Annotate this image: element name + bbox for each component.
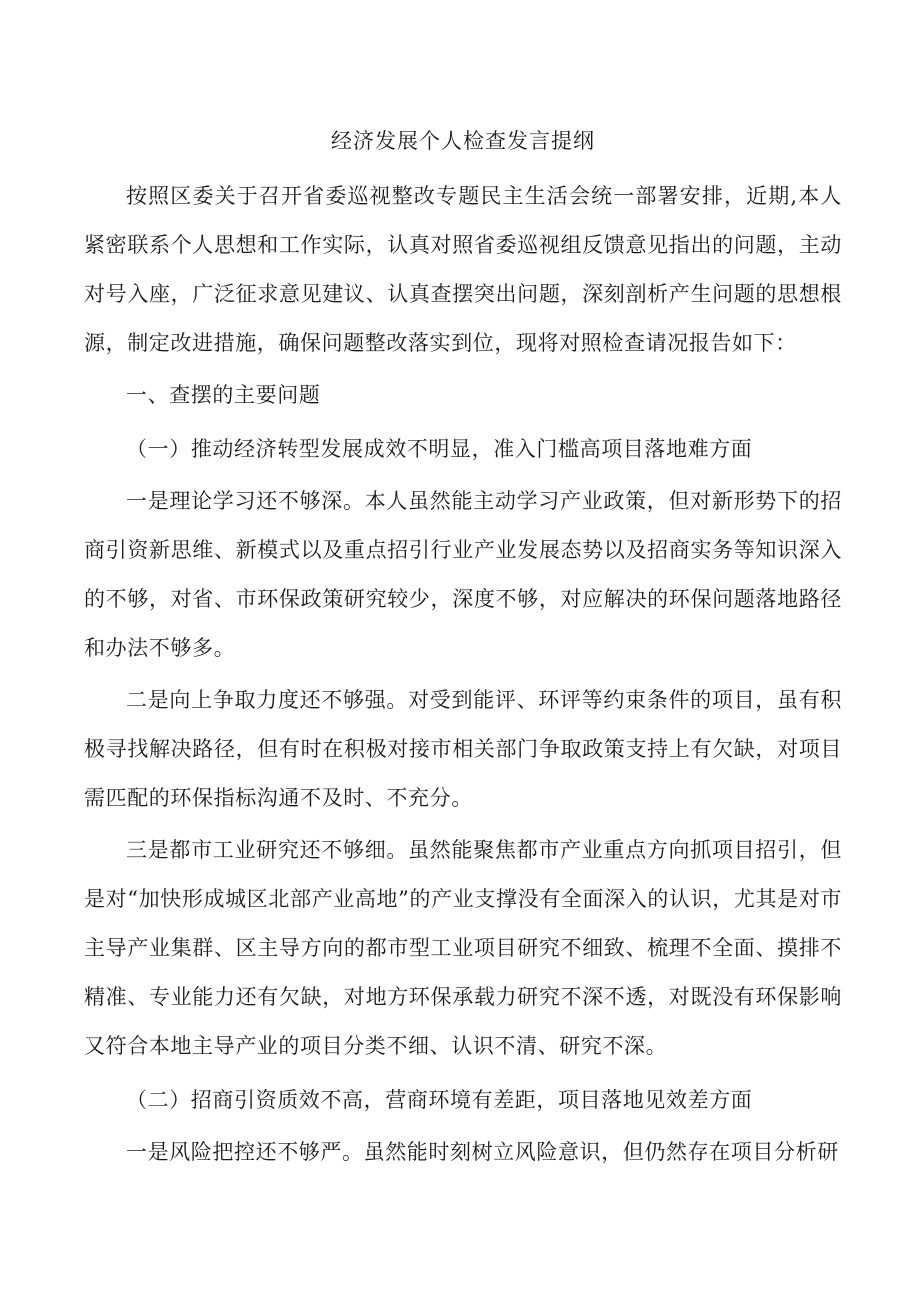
subsection-heading-2: （二）招商引资质效不高，营商环境有差距，项目落地见效差方面 <box>126 1088 753 1112</box>
subsection-heading-1: （一）推动经济转型发展成效不明显，准入门槛高项目落地难方面 <box>126 437 753 461</box>
document-page <box>84 118 842 1177</box>
section-heading-problems: 一、查摆的主要问题 <box>126 383 321 407</box>
intro-paragraph: 按照区委关于召开省委巡视整改专题民主生活会统一部署安排，近期,本人紧密联系个人思想和工作实际，认真对照省委巡视组反馈意见指出的问题，主动对号入座，广泛征求意见建议、认真查摆突出问题，深刻剖析产生问题的思想根源，制定改进措施，确保问题整改落实到位，现将对照检查请况报告如下： <box>84 184 842 355</box>
paragraph-upward-effort: 二是向上争取力度还不够强。对受到能评、环评等约束条件的项目，虽有积极寻找解决路径，但有时在积极对接市相关部门争取政策支持上有欠缺，对项目需匹配的环保指标沟通不及时、不充分。 <box>84 688 842 810</box>
document-title: 经济发展个人检查发言提纲 <box>331 129 595 153</box>
paragraph-risk-control: 一是风险把控还不够严。虽然能时刻树立风险意识，但仍然存在项目分析研 <box>126 1140 839 1164</box>
paragraph-urban-industry: 三是都市工业研究还不够细。虽然能聚焦都市产业重点方向抓项目招引，但是对“加快形成城区北部产业高地”的产业支撑没有全面深入的认识，尤其是对市主导产业集群、区主导方向的都市型工业项目研究不细致、梳理不全面、摸排不精准、专业能力还有欠缺，对地方环保承载力研究不深不透，对既没有环保影响又符合本地主导产业的项目分类不细、认识不清、研究不深。 <box>84 838 842 1058</box>
paragraph-theory-study: 一是理论学习还不够深。本人虽然能主动学习产业政策，但对新形势下的招商引资新思维、新模式以及重点招引行业产业发展态势以及招商实务等知识深入的不够，对省、市环保政策研究较少，深度不够，对应解决的环保问题落地路径和办法不够多。 <box>84 489 842 660</box>
